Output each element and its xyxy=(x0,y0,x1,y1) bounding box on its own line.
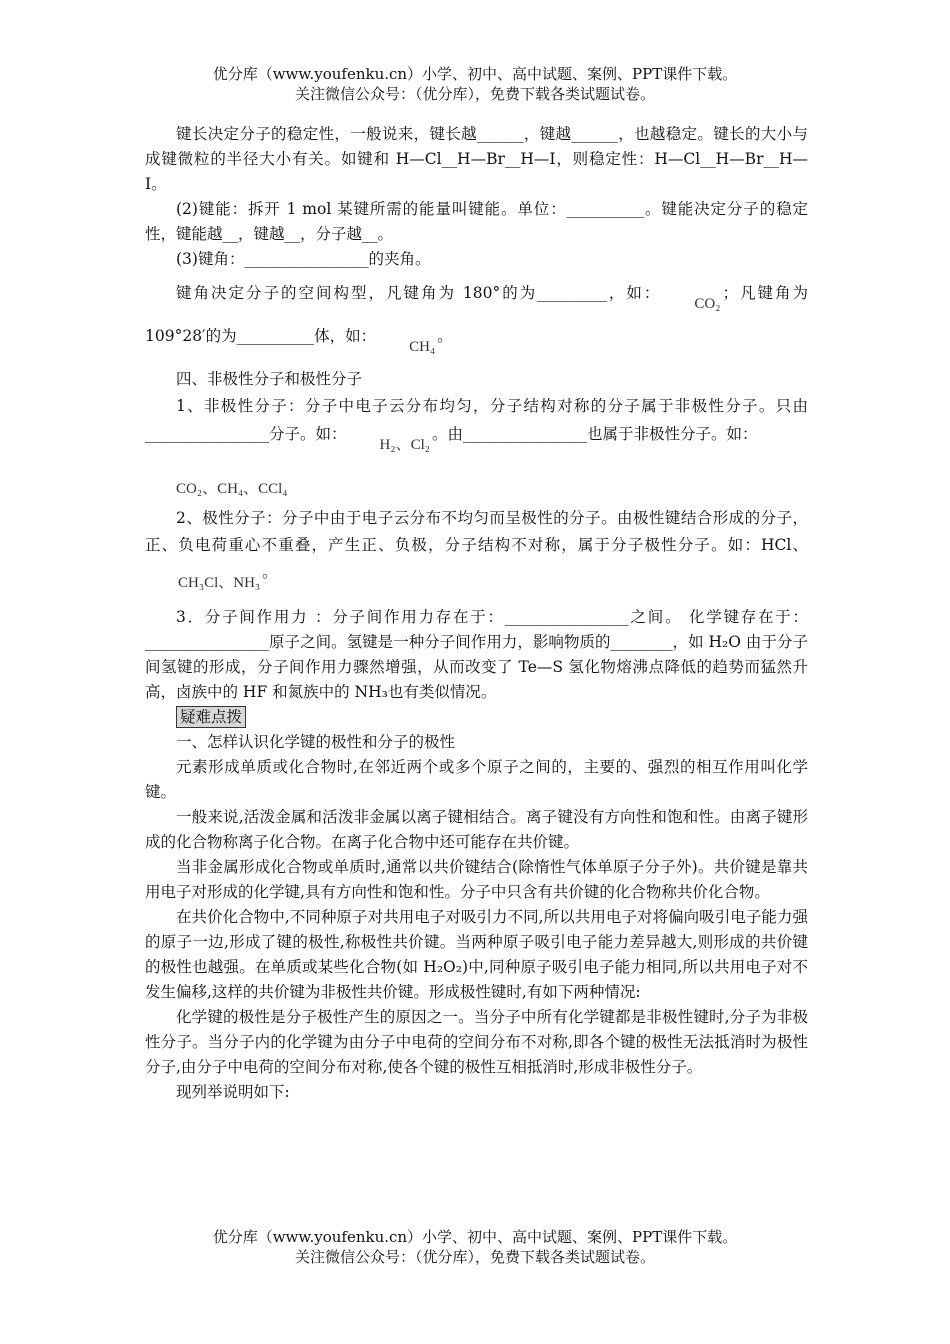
paragraph-molecular-polarity: 化学键的极性是分子极性产生的原因之一。当分子中所有化学键都是非极性键时,分子为非极性分子。当分子内的化学键为由分子中电荷的空间分布不对称,即各个键的极性无法抵消时为极性分子,由分子中电荷的空间分布对称,使各个键的极性互相抵消时,形成非极性分子。 xyxy=(145,1008,808,1076)
formula-co2-ch4-ccl4: CO₂、CH₄、CCl₄ xyxy=(176,481,288,497)
header-line-2: 关注微信公众号：（优分库），免费下载各类试题试卷。 xyxy=(294,85,655,103)
footer-line-2: 关注微信公众号：（优分库），免费下载各类试题试卷。 xyxy=(294,1248,655,1266)
paragraph-chemical-bond: 元素形成单质或化合物时,在邻近两个或多个原子之间的，主要的、强烈的相互作用叫化学键。 xyxy=(145,758,808,801)
text-segment: ；凡键角为 109°28′的为__________体，如： xyxy=(145,284,808,345)
paragraph-examples-intro: 现列举说明如下: xyxy=(176,1083,290,1101)
text-segment: 键角决定分子的空间构型，凡键角为 180°的为_________，如： xyxy=(176,284,662,302)
text-segment: 。 xyxy=(437,327,453,345)
paragraph-bond-angle-geometry xyxy=(145,272,808,358)
formula-h2-cl2: H₂、Cl₂ xyxy=(379,437,430,453)
paragraph-bond-length: 键长决定分子的稳定性，一般说来，键长越______，键越______，也越稳定。键长的大小与成键微粒的半径大小有关。如键和 H—Cl__H—Br__H—I，则稳定性：H—Cl__H—Br__H—I。 xyxy=(145,125,808,193)
text-segment: 2、极性分子：分子中由于电子云分布不均匀而呈极性的分子。由极性键结合形成的分子，正、负电荷重心不重叠，产生正、负极，分子结构不对称，属于分子极性分子。如：HCl、 xyxy=(145,509,808,554)
difficulty-tag-row xyxy=(145,705,808,730)
page-header xyxy=(0,64,950,104)
paragraph-bond-angle: (3)键角：________________的夹角。 xyxy=(176,250,431,268)
section-heading-bond-polarity: 一、怎样认识化学键的极性和分子的极性 xyxy=(176,733,456,751)
paragraph-bond-energy: (2)键能：拆开 1 mol 某键所需的能量叫键能。单位：__________。键能决定分子的稳定性，键能越__，键越__，分子越__。 xyxy=(145,200,808,243)
difficulty-tag: 疑难点拨 xyxy=(176,706,246,728)
text-segment: 。由________________也属于非极性分子。如： xyxy=(431,425,758,443)
formula-ch4: CH₄ xyxy=(409,339,436,355)
footer-line-1: 优分库（www.youfenku.cn）小学、初中、高中试题、案例、PPT课件下载。 xyxy=(212,1228,738,1246)
page-footer xyxy=(0,1227,950,1267)
paragraph-intermolecular-forces: 3．分子间作用力 ：分子间作用力存在于：________________之间。 化学键存在于：________________原子之间。氢键是一种分子间作用力，影响物质的________，如 H₂O 由于分子间氢键的形成，分子间作用力骤然增强，从而改变了 Te—S 氢化物熔沸点降低的趋势而猛然升高，卤族中的 HF 和氮族中的 NH₃也有类似情况。 xyxy=(145,608,808,701)
section-heading-polarity: 四、非极性分子和极性分子 xyxy=(176,370,363,388)
paragraph-polar-covalent: 在共价化合物中,不同种原子对共用电子对吸引力不同,所以共用电子对将偏向吸引电子能力强的原子一边,形成了键的极性,称极性共价键。当两种原子吸引电子能力差异越大,则形成的共价键的极性也越强。在单质或某些化合物(如 H₂O₂)中,同种原子吸引电子能力相同,所以共用电子对不发生偏移,这样的共价键为非极性共价键。形成极性键时,有如下两种情况: xyxy=(145,908,808,1001)
text-segment: 1、非极性分子：分子中电子云分布均匀，分子结构对称的分子属于非极性分子。只由________________分子。如： xyxy=(145,397,808,443)
document-body xyxy=(145,122,808,1105)
text-segment: 。 xyxy=(262,563,278,581)
paragraph-ionic-bond: 一般来说,活泼金属和活泼非金属以离子键相结合。离子键没有方向性和饱和性。由离子键形成的化合物称离子化合物。在离子化合物中还可能存在共价键。 xyxy=(145,808,808,851)
paragraph-covalent-bond: 当非金属形成化合物或单质时,通常以共价键结合(除惰性气体单原子分子外)。共价键是靠共用电子对形成的化学键,具有方向性和饱和性。分子中只含有共价键的化合物称共价化合物。 xyxy=(145,858,808,901)
header-line-1: 优分库（www.youfenku.cn）小学、初中、高中试题、案例、PPT课件下载。 xyxy=(212,65,738,83)
paragraph-nonpolar-molecules xyxy=(145,392,808,497)
formula-co2: CO₂ xyxy=(694,296,721,312)
formula-ch3cl-nh3: CH₃Cl、NH₃ xyxy=(178,575,261,591)
paragraph-polar-molecules xyxy=(145,505,808,591)
